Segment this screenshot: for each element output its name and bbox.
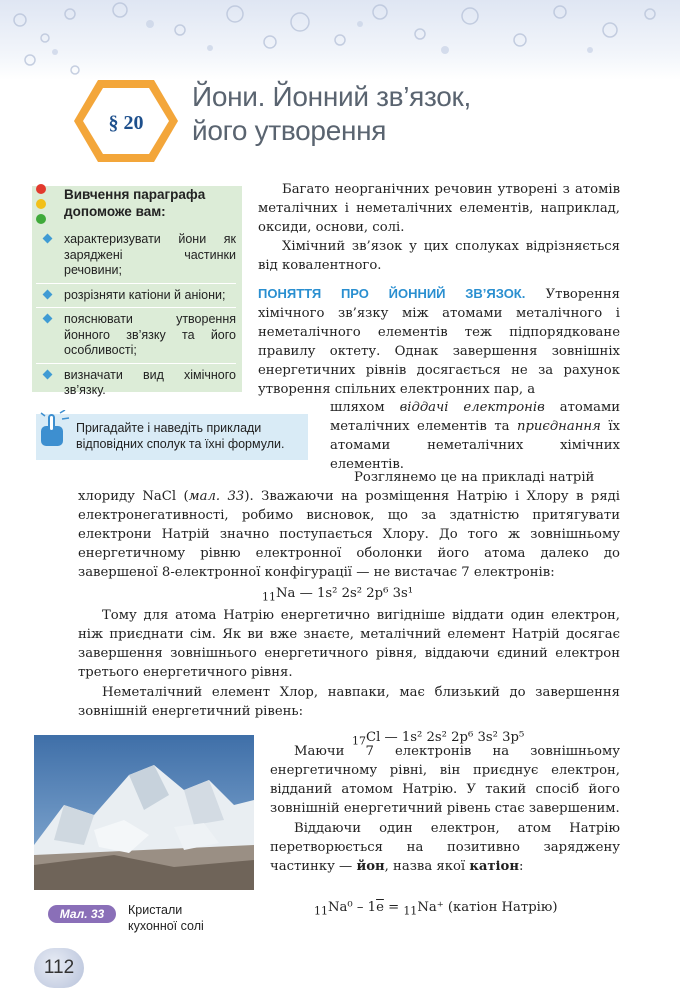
- reminder-text: Пригадайте і наведіть приклади відповідних сполук та їхні формули.: [76, 421, 285, 451]
- electron-config: 1s² 2s² 2p⁶ 3s¹: [316, 586, 414, 601]
- atomic-number: 11: [403, 904, 418, 918]
- paragraph-4-start: Розглянемо це на прикладі натрій: [354, 470, 595, 485]
- diamond-bullet-icon: [43, 289, 53, 299]
- goals-heading-line-2: допоможе вам:: [64, 204, 166, 219]
- paragraph-4: [78, 487, 620, 582]
- list-item: [36, 232, 236, 284]
- list-item: [36, 288, 236, 309]
- figure-caption: [128, 902, 204, 934]
- yellow-dot-icon: [36, 199, 46, 209]
- paragraph-2: Хімічний зв’язок у цих сполуках відрізняється від ковалентного.: [258, 239, 620, 273]
- goals-heading: [64, 186, 205, 220]
- goal-text: характеризувати йони як заряджені частинки речовини;: [64, 232, 236, 277]
- sodium-configuration: [262, 584, 413, 607]
- figure-label: Мал. 33: [48, 905, 116, 923]
- italic-term: приєднання: [517, 419, 601, 434]
- caption-line-1: Кристали: [128, 903, 183, 917]
- electron-symbol: $\overline{e}$: [376, 900, 384, 915]
- list-item: [36, 368, 236, 403]
- bold-term: катіон: [469, 859, 520, 874]
- text-run: ). Зважаючи на розміщення Натрію і Хлору в ряді електронегативності, робимо висновок, що за здатністю притягувати електрони Натрій значно поступається Хлору. До того ж зовнішньому енергетичному рівню електронної оболонки його атома далеко до завершеної 8-електронної конфігурації — не вистачає 7 електронів:: [78, 489, 621, 580]
- page-number: 112: [34, 948, 84, 988]
- atomic-number: 11: [262, 590, 276, 604]
- diamond-bullet-icon: [43, 234, 53, 244]
- dash: —: [380, 730, 402, 745]
- text-run: хлориду NaCl (: [78, 489, 189, 504]
- paragraph-6: Неметалічний елемент Хлор, навпаки, має близький до завершення зовнішній енергетичний рівень:: [78, 685, 620, 719]
- atomic-number: 17: [352, 734, 366, 748]
- element-symbol: Cl: [366, 730, 381, 745]
- text-run: їх атомами неметалічних хімічних елементів.: [330, 419, 620, 472]
- text-run: , назва якої: [384, 859, 466, 874]
- pointing-hand-icon: [38, 410, 72, 450]
- title-line-1: Йони. Йонний зв’язок,: [192, 81, 471, 112]
- paragraph-3-continued: [330, 398, 620, 474]
- salt-crystals-image: [34, 735, 254, 890]
- bubbles-decoration: [0, 0, 680, 80]
- equals-sign: =: [383, 900, 404, 915]
- page-title: [192, 80, 471, 148]
- italic-term: віддачі електронів: [399, 400, 545, 415]
- paragraph-3: [258, 284, 620, 399]
- salt-crystals-photo: [34, 735, 254, 890]
- goal-text: визначати вид хімічного зв’язку.: [64, 367, 236, 397]
- equation-right: Na⁺ (катіон Натрію): [417, 900, 558, 915]
- paragraph-7: Маючи 7 електронів на зовнішньому енергетичному рівні, він приєднує електрон, відданий атомом Натрію. У такий спосіб його зовнішній енергетичний рівень стає завершеним.: [270, 744, 620, 816]
- red-dot-icon: [36, 184, 46, 194]
- paragraph-5: Тому для атома Натрію енергетично вигідніше віддати один електрон, ніж приєднати сім. Як ви вже знаєте, металічний елемент Натрій досягає завершення зовнішнього енергетичного рівня, віддаючи єдиний електрон третього енергетичного рівня.: [78, 608, 620, 680]
- list-item: [36, 312, 236, 364]
- goal-text: пояснювати утворення йонного зв’язку та його особливості;: [64, 312, 236, 357]
- equation-left: Na⁰ – 1: [328, 900, 377, 915]
- goal-text: розрізняти катіони й аніони;: [64, 287, 226, 302]
- element-symbol: Na: [276, 586, 296, 601]
- text-run: :: [519, 859, 524, 874]
- figure-reference: мал. 33: [188, 489, 245, 504]
- text-run: шляхом: [330, 400, 385, 415]
- green-dot-icon: [36, 214, 46, 224]
- text-run: атомами металічних елементів та: [330, 400, 620, 434]
- paragraph-1: Багато неорганічних речовин утворені з атомів металічних і неметалічних елементів, наприклад, оксиди, основи, солі.: [258, 182, 620, 235]
- atomic-number: 11: [314, 904, 328, 918]
- header-decoration: [0, 0, 680, 80]
- text-run: Віддаючи один електрон, атом Натрію перетворюється на позитивно заряджену частинку —: [270, 821, 620, 874]
- goals-heading-line-1: Вивчення параграфа: [64, 187, 206, 202]
- paragraph-3-text: Утворення хімічного зв’язку між атомами металічного і неметалічного елементів теж підпорядковане правилу октету. Однак завершення зовнішніх енергетичних рівнів досягається не за рахунок утворення спільних електронних пар, а: [258, 287, 620, 397]
- paragraph-8: [270, 819, 620, 876]
- goals-list: [36, 232, 236, 407]
- paragraph-number: § 20: [108, 112, 144, 134]
- title-line-2: його утворення: [192, 115, 387, 146]
- paragraph-badge: [70, 76, 182, 166]
- caption-line-2: кухонної солі: [128, 919, 204, 933]
- electron-config: 1s² 2s² 2p⁶ 3s² 3p⁵: [401, 730, 525, 745]
- bold-term: йон: [356, 859, 385, 874]
- section-heading: ПОНЯТТЯ ПРО ЙОННИЙ ЗВ’ЯЗОК.: [258, 286, 526, 301]
- dash: —: [295, 586, 317, 601]
- diamond-bullet-icon: [43, 369, 53, 379]
- diamond-bullet-icon: [43, 314, 53, 324]
- ionization-equation: [314, 898, 558, 921]
